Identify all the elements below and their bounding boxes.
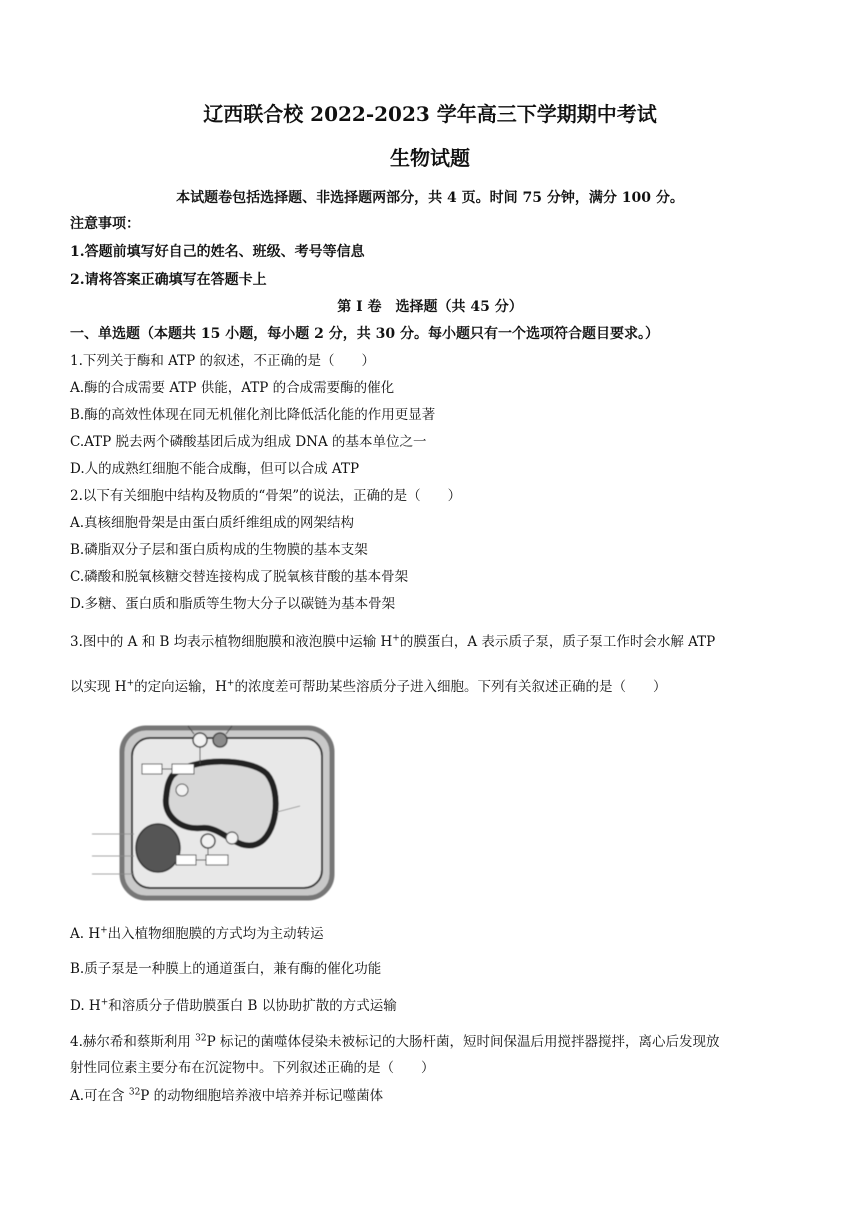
q3-option-text: 和溶质分子借助膜蛋白 B 以协助扩散的方式运输 <box>108 998 397 1014</box>
q3-stem-line-2 <box>70 677 666 697</box>
q3-option-text: D. H <box>70 998 101 1014</box>
q1-option-b: B.酶的高效性体现在同无机催化剂比降低活化能的作用更显著 <box>70 407 436 423</box>
section-heading: 一、单选题（本题共 15 小题，每小题 2 分，共 30 分。每小题只有一个选项符合题目要求。） <box>70 326 659 342</box>
q1-option-a: A.酶的合成需要 ATP 供能，ATP 的合成需要酶的催化 <box>70 380 395 396</box>
q3-stem-text: 的膜蛋白，A 表示质子泵，质子泵工作时会水解 ATP <box>399 634 716 650</box>
superscript-plus: + <box>126 678 135 689</box>
part-title: 第 I 卷 选择题（共 45 分） <box>337 299 523 315</box>
q3-stem-text: 的浓度差可帮助某些溶质分子进入细胞。下列有关叙述正确的是（ ） <box>234 679 667 695</box>
q2-option-d: D.多糖、蛋白质和脂质等生物大分子以碳链为基本骨架 <box>70 596 396 612</box>
q2-option-a: A.真核细胞骨架是由蛋白质纤维组成的网架结构 <box>70 515 355 531</box>
q3-stem-text: 3.图中的 A 和 B 均表示植物细胞膜和液泡膜中运输 H <box>70 634 393 650</box>
superscript-32: 32 <box>195 1033 207 1044</box>
exam-subtitle: 生物试题 <box>390 146 470 170</box>
q2-stem: 2.以下有关细胞中结构及物质的“骨架”的说法，正确的是（ ） <box>70 488 462 504</box>
q1-option-d: D.人的成熟红细胞不能合成酶，但可以合成 ATP <box>70 461 360 477</box>
q3-option-b: B.质子泵是一种膜上的通道蛋白，兼有酶的催化功能 <box>70 961 382 977</box>
superscript-plus: + <box>100 925 108 936</box>
q3-stem-text: 的定向运输，H <box>134 679 227 695</box>
superscript-plus: + <box>392 633 400 644</box>
superscript-plus: + <box>226 678 235 689</box>
q3-option-a <box>70 924 324 944</box>
notice-item-1: 1.答题前填写好自己的姓名、班级、考号等信息 <box>70 244 365 260</box>
exam-intro: 本试题卷包括选择题、非选择题两部分，共 4 页。时间 75 分钟，满分 100 分。 <box>176 190 684 206</box>
superscript-plus: + <box>100 997 109 1008</box>
q4-option-a <box>70 1086 383 1106</box>
q4-option-text: P 的动物细胞培养液中培养并标记噬菌体 <box>140 1088 384 1104</box>
q3-stem-text: 以实现 H <box>70 679 127 695</box>
q1-option-c: C.ATP 脱去两个磷酸基团后成为组成 DNA 的基本单位之一 <box>70 434 427 450</box>
q3-option-text: 出入植物细胞膜的方式均为主动转运 <box>107 926 324 942</box>
q3-option-text: A. H <box>70 926 101 942</box>
notice-item-2: 2.请将答案正确填写在答题卡上 <box>70 272 267 288</box>
exam-title: 辽西联合校 2022-2023 学年高三下学期期中考试 <box>203 102 657 126</box>
q2-option-c: C.磷酸和脱氧核糖交替连接构成了脱氧核苷酸的基本骨架 <box>70 569 409 585</box>
q4-stem-text: P 标记的菌噬体侵染未被标记的大肠杆菌，短时间保温后用搅拌器搅拌，离心后发现放 <box>206 1034 720 1050</box>
q4-stem-text: 4.赫尔希和蔡斯利用 <box>70 1034 196 1050</box>
q3-stem-line-1 <box>70 632 715 652</box>
notice-title: 注意事项： <box>70 216 140 232</box>
q4-stem-line-1 <box>70 1032 720 1052</box>
q1-stem: 1.下列关于酶和 ATP 的叙述，不正确的是（ ） <box>70 353 376 369</box>
q2-option-b: B.磷脂双分子层和蛋白质构成的生物膜的基本支架 <box>70 542 368 558</box>
q4-stem-line-2: 射性同位素主要分布在沉淀物中。下列叙述正确的是（ ） <box>70 1060 435 1076</box>
q3-option-d <box>70 996 397 1016</box>
superscript-32: 32 <box>128 1087 141 1098</box>
q4-option-text: A.可在含 <box>70 1088 129 1104</box>
plant-cell-diagram <box>72 716 342 902</box>
